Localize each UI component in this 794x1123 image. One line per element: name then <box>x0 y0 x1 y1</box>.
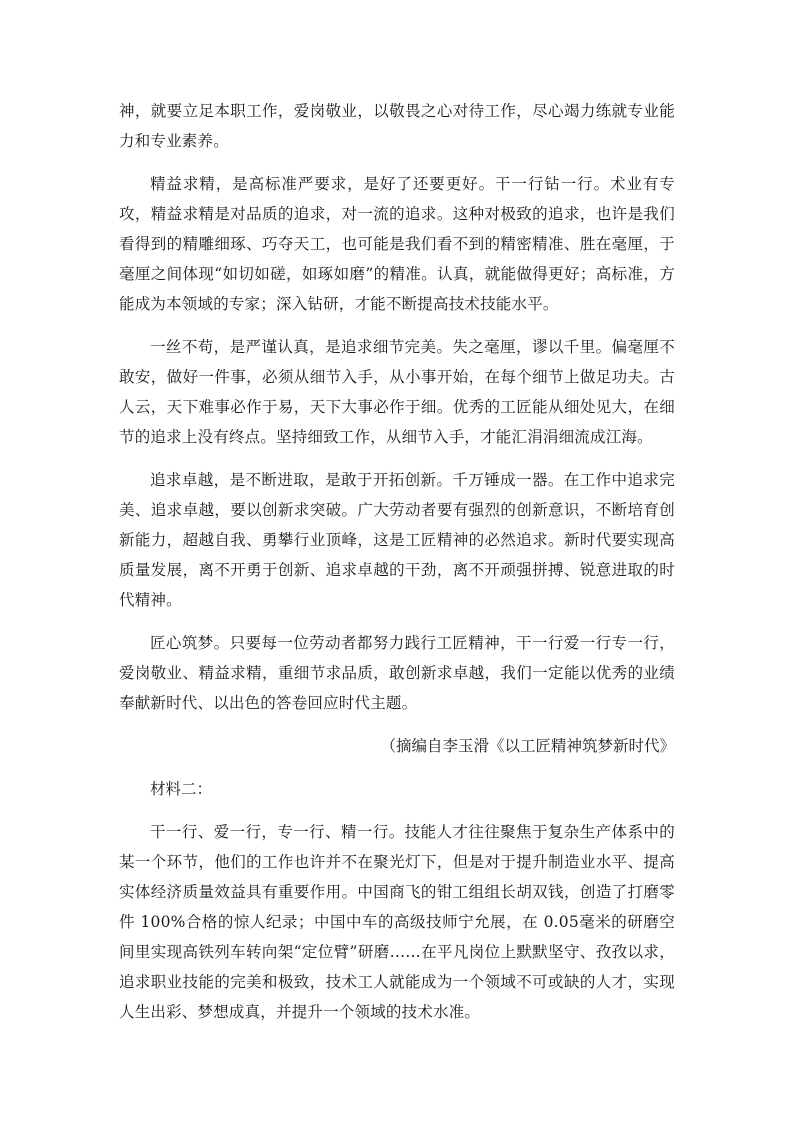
paragraph-continuation: 神，就要立足本职工作，爱岗敬业，以敬畏之心对待工作，尽心竭力练就专业能力和专业素养。 <box>119 102 675 150</box>
paragraph-jingyiqiujing: 精益求精，是高标准严要求，是好了还要更好。干一行钻一行。术业有专攻，精益求精是对品质的追求，对一流的追求。这种对极致的追求，也许是我们看得到的精雕细琢、巧夺天工，也可能是我们看不到的精密精准、胜在毫厘，于毫厘之间体现“如切如磋，如琢如磨”的精准。认真，就能做得更好；高标准，方能成为本领域的专家；深入钻研，才能不断提高技术技能水平。 <box>119 175 675 313</box>
source-citation: （摘编自李玉滑《以工匠精神筑梦新时代》 <box>380 737 675 755</box>
paragraph-yisibugou: 一丝不苟，是严谨认真，是追求细节完美。失之毫厘，谬以千里。偏毫厘不敢安，做好一件事，必须从细节入手，从小事开始，在每个细节上做足功夫。古人云，天下难事必作于易，天下大事必作于细。优秀的工匠能从细处见大，在细节的追求上没有终点。坚持细致工作，从细节入手，才能汇涓涓细流成江海。 <box>119 338 675 446</box>
paragraph-material-two: 干一行、爱一行，专一行、精一行。技能人才往往聚焦于复杂生产体系中的某一个环节，他们的工作也许并不在聚光灯下，但是对于提升制造业水平、提高实体经济质量效益具有重要作用。中国商飞的钳工组组长胡双钱，创造了打磨零件 100%合格的惊人纪录；中国中车的高级技师宁允展，在 0.05毫米的研磨空间里实现高铁列车转向架“定位臂”研磨……在平凡岗位上默默坚守、孜孜以求，追求职业技能的完美和极致，技术工人就能成为一个领域不可或缺的人才，实现人生出彩、梦想成真，并提升一个领域的技术水准。 <box>119 823 675 1021</box>
paragraph-zhuiqiuzhuoyue: 追求卓越，是不断进取，是敢于开拓创新。千万锤成一器。在工作中追求完美、追求卓越，要以创新求突破。广大劳动者要有强烈的创新意识，不断培育创新能力，超越自我、勇攀行业顶峰，这是工匠精神的必然追求。新时代要实现高质量发展，离不开勇于创新、追求卓越的干劲，离不开顽强拼搏、锐意进取的时代精神。 <box>119 471 675 609</box>
material-two-label: 材料二： <box>150 780 213 798</box>
document-page <box>119 96 675 1027</box>
paragraph-jiangxinzhumeng: 匠心筑梦。只要每一位劳动者都努力践行工匠精神，干一行爱一行专一行，爱岗敬业、精益求精，重细节求品质，敢创新求卓越，我们一定能以优秀的业绩奉献新时代、以出色的答卷回应时代主题。 <box>119 634 675 712</box>
